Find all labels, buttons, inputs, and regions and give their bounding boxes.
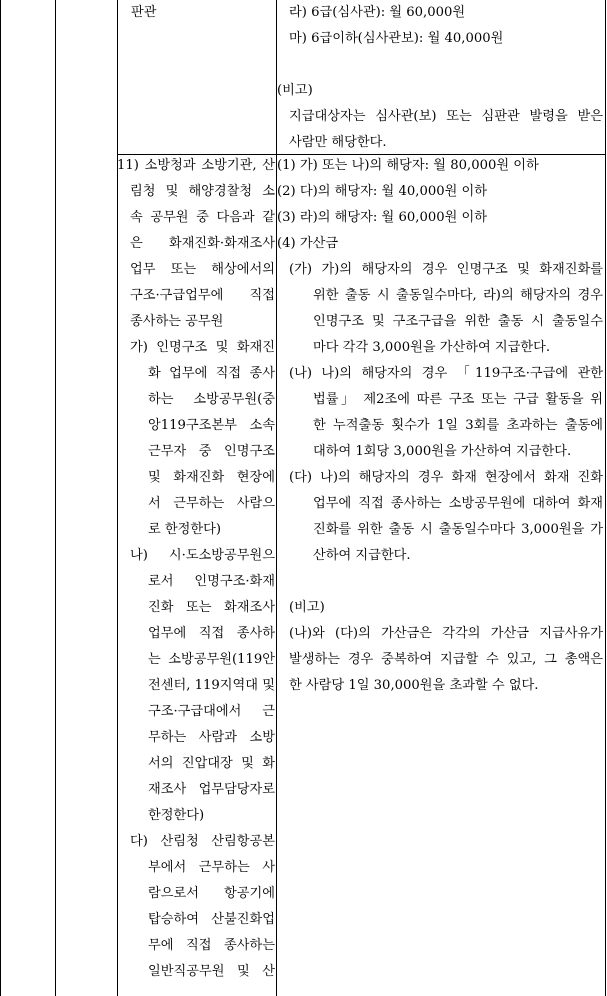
- row-11-item-da: 무에 직접 종사하는: [148, 938, 275, 953]
- bonus-na: (나) 나)의 해당자의 경우 「119구조·구급에 관한: [289, 366, 603, 381]
- row-11-heading-line: 업무 또는 해상에서의: [130, 262, 275, 277]
- row-11-item-na: 진화 또는 화재조사: [148, 600, 275, 615]
- row-11-item-ga: 앙119구조본부 소속: [148, 418, 275, 433]
- bonus-ga: (가) 가)의 해당자의 경우 인명구조 및 화재진화를: [289, 262, 603, 277]
- rate-item-2: (2) 다)의 해당자: 월 40,000원 이하: [277, 184, 488, 199]
- bonus-da: 진화를 위한 출동 시 출동일수마다 3,000원을 가: [313, 522, 603, 537]
- row-11-item-ga: 화 업무에 직접 종사: [148, 366, 275, 381]
- rate-item-1: (1) 가) 또는 나)의 해당자: 월 80,000원 이하: [277, 158, 539, 173]
- row-11-item-ga: 근무자 중 인명구조: [148, 444, 275, 459]
- column-divider-2: [117, 0, 118, 996]
- row-prev-label: 판관: [131, 5, 157, 20]
- bonus-ga: 인명구조 및 구조구급을 위한 출동 시 출동일수: [313, 314, 603, 329]
- row-11-item-na: 서의 진압대장 및 화: [148, 756, 275, 771]
- bonus-ga: 위한 출동 시 출동일수마다, 라)의 해당자의 경우: [313, 288, 603, 303]
- bonus-na: 한 누적출동 횟수가 1일 3회를 초과하는 출동에: [313, 418, 603, 433]
- row-11-heading-line: 은 화재진화·화재조사: [130, 236, 275, 251]
- row-prev-note-heading: (비고): [277, 83, 313, 98]
- row-11-heading-line: 림청 및 해양경찰청 소: [130, 184, 275, 199]
- row-11-item-da: 일반직공무원 및 산: [148, 964, 275, 979]
- row-prev-item-ma: 마) 6급이하(심사관보): 월 40,000원: [289, 31, 504, 46]
- row-11-item-na: 나) 시·도소방공무원으: [130, 548, 275, 563]
- row-11-item-da: 다) 산림청 산림항공본: [130, 834, 275, 849]
- row-11-item-ga: 하는 소방공무원(중: [148, 392, 275, 407]
- row-11-item-ga: 로 한정한다): [148, 522, 222, 537]
- row-11-item-ga: 가) 인명구조 및 화재진: [130, 340, 275, 355]
- bonus-ga: 마다 각각 3,000원을 가산하여 지급한다.: [313, 340, 551, 355]
- row-prev-note-line: 지급대상자는 심사관(보) 또는 심판관 발령을 받은: [289, 109, 603, 124]
- row-11-note-line: 발생하는 경우 중복하여 지급할 수 있고, 그 총액은: [289, 652, 603, 667]
- row-11-note-line: 한 사람당 1일 30,000원을 초과할 수 없다.: [289, 678, 539, 693]
- row-11-item-na: 한정한다): [148, 808, 205, 823]
- row-11-item-na: 재조사 업무담당자로: [148, 782, 275, 797]
- row-11-item-na: 무하는 사람과 소방: [148, 730, 275, 745]
- row-11-item-na: 전센터, 119지역대 및: [148, 678, 275, 693]
- table-right-border: [605, 0, 606, 996]
- row-11-heading-line: 속 공무원 중 다음과 같: [130, 210, 275, 225]
- row-11-item-da: 람으로서 항공기에: [148, 886, 275, 901]
- row-11-item-da: 탑승하여 산불진화업: [148, 912, 275, 927]
- row-prev-note-line: 사람만 해당한다.: [289, 135, 387, 150]
- row-11-item-ga: 서 근무하는 사람으: [148, 496, 275, 511]
- row-11-heading-line: 종사하는 공무원: [130, 314, 224, 329]
- row-11-item-na: 구조·구급대에서 근: [148, 704, 275, 719]
- bonus-da: 산하여 지급한다.: [313, 548, 411, 563]
- bonus-na: 법률」 제2조에 따른 구조 또는 구급 활동을 위: [313, 392, 603, 407]
- row-11-item-na: 는 소방공무원(119안: [148, 652, 275, 667]
- bonus-na: 대하여 1회당 3,000원을 가산하여 지급한다.: [313, 444, 572, 459]
- row-11-item-da: 부에서 근무하는 사: [148, 860, 275, 875]
- column-divider-1: [55, 0, 56, 996]
- column-divider-3: [276, 0, 277, 996]
- row-11-item-na: 업무에 직접 종사하: [148, 626, 275, 641]
- bonus-da: (다) 나)의 해당자의 경우 화재 현장에서 화재 진화: [289, 470, 603, 485]
- bonus-da: 업무에 직접 종사하는 소방공무원에 대하여 화재: [313, 496, 603, 511]
- row-11-heading-line: 구조·구급업무에 직접: [130, 288, 275, 303]
- row-11-item-na: 로서 인명구조·화재: [148, 574, 275, 589]
- row-prev-item-ra: 라) 6급(심사관): 월 60,000원: [289, 5, 466, 20]
- row-11-note-line: (나)와 (다)의 가산금은 각각의 가산금 지급사유가: [289, 626, 603, 641]
- table-left-border: [0, 0, 1, 996]
- rate-item-3: (3) 라)의 해당자: 월 60,000원 이하: [277, 210, 488, 225]
- row-11-note-heading: (비고): [289, 600, 325, 615]
- row-11-heading-line: 11) 소방청과 소방기관, 산: [117, 158, 275, 173]
- row-11-item-ga: 및 화재진화 현장에: [148, 470, 275, 485]
- rate-item-4: (4) 가산금: [277, 236, 339, 251]
